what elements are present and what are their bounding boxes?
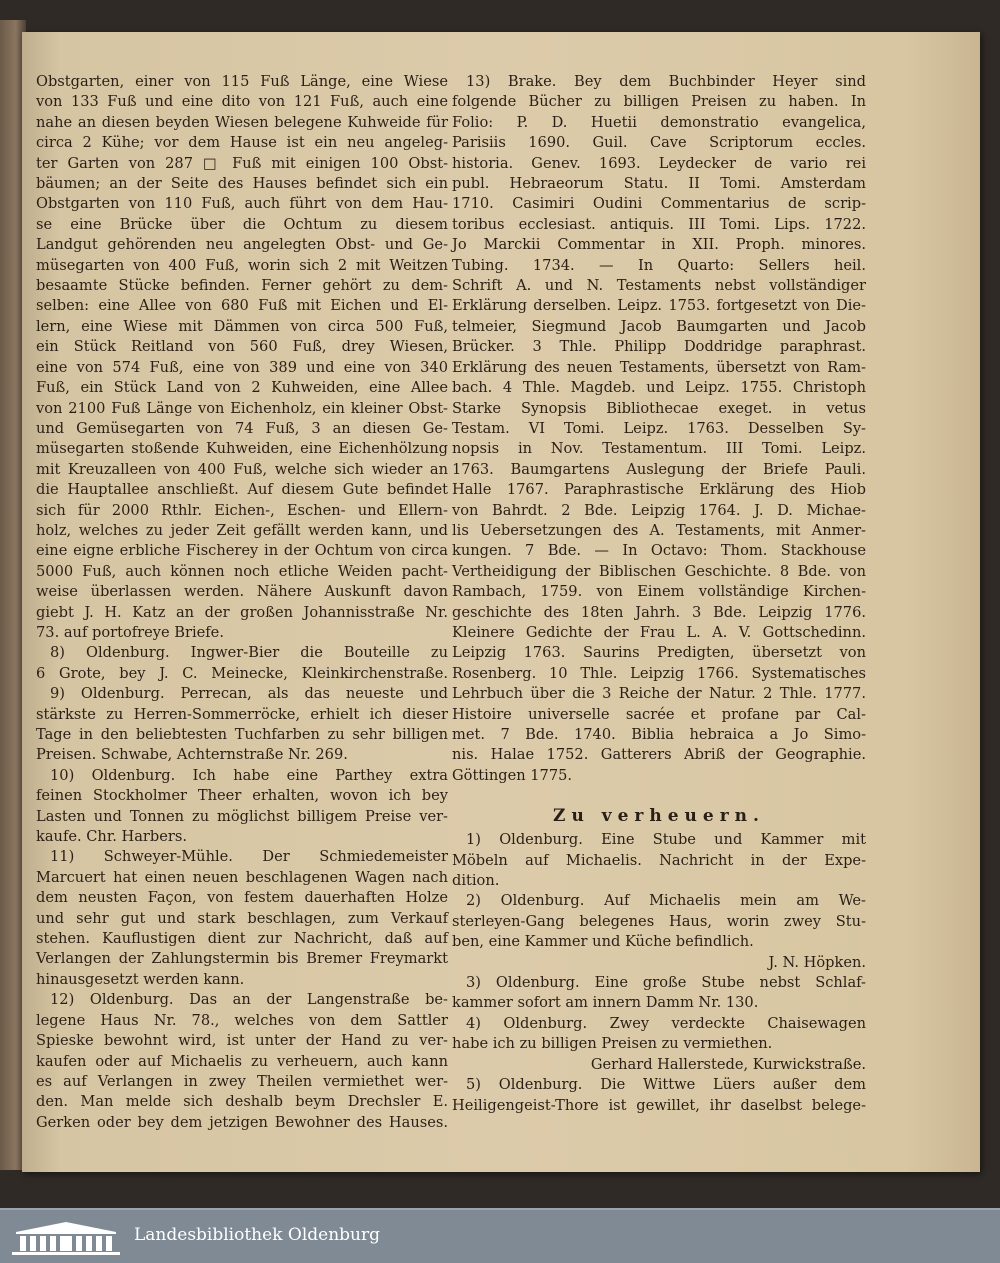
text-line: 6 Grote, bey J. C. Meinecke, Kleinkirchenstraße. [36, 664, 448, 682]
text-line: Vertheidigung der Biblischen Geschichte. 8 Bde. von [452, 562, 866, 580]
text-line: Tubing. 1734. — In Quarto: Sellers heil. [452, 256, 866, 274]
right-column [452, 72, 866, 1116]
text-line: sterleyen-Gang belegenes Haus, worin zwey Stu- [452, 912, 866, 930]
text-line: hinausgesetzt werden kann. [36, 970, 245, 988]
text-line: nis. Halae 1752. Gatterers Abriß der Geographie. [452, 746, 866, 764]
text-line: Halle 1767. Paraphrastische Erklärung des Hiob [452, 481, 866, 499]
text-line: 10) Oldenburg. Ich habe eine Parthey extra [50, 766, 448, 784]
text-line: lis Uebersetzungen des A. Testaments, mit Anmer- [452, 521, 866, 539]
text-line: 2) Oldenburg. Auf Michaelis mein am We- [466, 892, 866, 910]
text-line: und sehr gut und stark beschlagen, zum Verkauf [36, 909, 448, 927]
text-line: legene Haus Nr. 78., welches von dem Sattler [36, 1011, 448, 1029]
text-line: kaufe. Chr. Harbers. [36, 828, 187, 846]
text-line: und Gemüsegarten von 74 Fuß, 3 an diesen Ge- [36, 419, 448, 437]
text-line: von Bahrdt. 2 Bde. Leipzig 1764. J. D. Michae- [452, 501, 866, 519]
library-name-label: Landesbibliothek Oldenburg [134, 1225, 381, 1245]
text-line: Obstgarten von 110 Fuß, auch führt von dem Hau- [36, 195, 448, 213]
text-line: giebt J. H. Katz an der großen Johannisstraße Nr. [36, 603, 448, 621]
text-line: circa 2 Kühe; vor dem Hause ist ein neu angeleg- [36, 134, 448, 152]
text-line: 3) Oldenburg. Eine große Stube nebst Schlaf- [466, 974, 866, 992]
text-line: Gerhard Hallerstede, Kurwickstraße. [590, 1055, 866, 1073]
text-line: telmeier, Siegmund Jacob Baumgarten und Jacob [452, 317, 866, 335]
text-line: kammer sofort am innern Damm Nr. 130. [452, 994, 759, 1012]
text-line: Erklärung des neuen Testaments, übersetzt von Ram- [452, 358, 866, 376]
text-line: selben: eine Allee von 680 Fuß mit Eichen und El- [36, 297, 448, 315]
text-line: Histoire universelle sacrée et profane par Cal- [452, 705, 866, 723]
text-line: Erklärung derselben. Leipz. 1753. fortgesetzt von Die- [452, 297, 866, 315]
text-line: müsegarten stoßende Kuhweiden, eine Eichenhölzung [36, 440, 448, 458]
text-line: stehen. Kauflustigen dient zur Nachricht, daß auf [36, 930, 448, 948]
text-line: Rosenberg. 10 Thle. Leipzig 1766. Systematisches [452, 664, 866, 682]
text-line: 5000 Fuß, auch können noch etliche Weiden pacht- [36, 562, 448, 580]
text-line: feinen Stockholmer Theer erhalten, wovon ich bey [36, 787, 448, 805]
text-line: Kleinere Gedichte der Frau L. A. V. Gottschedinn. [452, 623, 866, 641]
text-line: weise überlassen werden. Nähere Auskunft davon [36, 583, 448, 601]
text-line: Obstgarten, einer von 115 Fuß Länge, eine Wiese [36, 73, 448, 90]
text-line: 5) Oldenburg. Die Wittwe Lüers außer dem [466, 1076, 866, 1094]
text-line: den. Man melde sich deshalb beym Drechsler E. [36, 1093, 448, 1111]
text-line: Möbeln auf Michaelis. Nachricht in der Expe- [452, 851, 866, 869]
text-line: Testam. VI Tomi. Leipz. 1763. Desselben Sy- [452, 419, 866, 437]
text-line: 8) Oldenburg. Ingwer-Bier die Bouteille zu [50, 644, 448, 662]
text-line: 1) Oldenburg. Eine Stube und Kammer mit [466, 831, 866, 849]
text-line: Tage in den beliebtesten Tuchfarben zu sehr billigen [36, 726, 448, 743]
text-line: es auf Verlangen in zwey Theilen vermiethet wer- [36, 1072, 448, 1090]
text-line: Schrift A. und N. Testaments nebst vollständiger [452, 277, 866, 295]
text-line: 12) Oldenburg. Das an der Langenstraße be- [50, 991, 448, 1009]
text-line: 4) Oldenburg. Zwey verdeckte Chaisewagen [466, 1014, 866, 1032]
text-line: ein Stück Reitland von 560 Fuß, drey Wiesen, [36, 338, 448, 356]
text-line: geschichte des 18ten Jahrh. 3 Bde. Leipzig 1776. [452, 603, 866, 621]
text-line: Jo Marckii Commentar in XII. Proph. minores. [452, 236, 866, 254]
text-line: lern, eine Wiese mit Dämmen von circa 500 Fuß, [36, 317, 448, 335]
text-line: 1763. Baumgartens Auslegung der Briefe Pauli. [452, 460, 866, 478]
text-line: ter Garten von 287 □ Fuß mit einigen 100 Obst- [36, 154, 448, 172]
section-heading: Zu verheuern. [553, 806, 765, 827]
text-line: von 2100 Fuß Länge von Eichenholz, ein kleiner Obst- [36, 399, 448, 417]
text-line: 13) Brake. Bey dem Buchbinder Heyer sind [466, 73, 866, 90]
text-line: toribus ecclesiast. antiquis. III Tomi. Lips. 1722. [452, 215, 866, 233]
text-line: Leipzig 1763. Saurins Predigten, übersetzt von [452, 644, 866, 662]
text-line: die Hauptallee anschließt. Auf diesem Gute befindet [36, 481, 448, 499]
text-line: dem neusten Façon, von festem dauerhaften Holze [36, 889, 448, 907]
text-line: von 133 Fuß und eine dito von 121 Fuß, auch eine [36, 93, 448, 111]
text-line: Starke Synopsis Bibliothecae exeget. in vetus [452, 399, 866, 417]
text-line: Fuß, ein Stück Land von 2 Kuhweiden, eine Allee [36, 379, 448, 397]
text-line: ben, eine Kammer und Küche befindlich. [452, 933, 754, 951]
text-line: bach. 4 Thle. Magdeb. und Leipz. 1755. Christoph [452, 379, 866, 397]
text-line: bäumen; an der Seite des Hauses befindet sich ein [36, 175, 448, 193]
text-line: eine eigne erbliche Fischerey in der Ochtum von circa [36, 542, 448, 560]
text-line: nahe an diesen beyden Wiesen belegene Kuhweide für [36, 113, 448, 131]
text-line: besaamte Stücke befinden. Ferner gehört zu dem- [36, 277, 448, 295]
text-line: 11) Schweyer-Mühle. Der Schmiedemeister [50, 848, 448, 866]
text-line: Parisiis 1690. Guil. Cave Scriptorum eccles. [452, 134, 866, 152]
text-line: Göttingen 1775. [452, 766, 573, 784]
text-line: historia. Genev. 1693. Leydecker de vario rei [452, 154, 866, 172]
text-line: müsegarten von 400 Fuß, worin sich 2 mit Weitzen [36, 256, 448, 274]
newspaper-page [22, 32, 980, 1172]
text-line: habe ich zu billigen Preisen zu vermiethen. [452, 1035, 773, 1053]
text-line: 9) Oldenburg. Perrecan, als das neueste und [50, 685, 448, 703]
text-line: Verlangen der Zahlungstermin bis Bremer Freymarkt [36, 950, 448, 968]
text-line: Landgut gehörenden neu angelegten Obst- und Ge- [36, 236, 448, 254]
text-line: nopsis in Nov. Testamentum. III Tomi. Leipz. [452, 440, 866, 458]
text-line: Lehrbuch über die 3 Reiche der Natur. 2 Thle. 1777. [452, 685, 866, 703]
text-line: J. N. Höpken. [768, 953, 866, 971]
text-line: Folio: P. D. Huetii demonstratio evangelica, [452, 113, 866, 131]
library-building-logo-icon [10, 1218, 122, 1256]
text-line: kaufen oder auf Michaelis zu verheuern, auch kann [36, 1052, 448, 1070]
text-line: met. 7 Bde. 1740. Biblia hebraica a Jo Simo- [452, 726, 866, 743]
text-line: 1710. Casimiri Oudini Commentarius de scrip- [452, 195, 866, 213]
text-line: se eine Brücke über die Ochtum zu diesem [36, 215, 448, 233]
text-line: eine von 574 Fuß, eine von 389 und eine von 340 [36, 358, 448, 376]
text-line: Spieske bewohnt wird, ist unter der Hand zu ver- [36, 1032, 448, 1050]
text-line: Marcuert hat einen neuen beschlagenen Wagen nach [36, 868, 448, 886]
text-line: folgende Bücher zu billigen Preisen zu haben. In [452, 93, 866, 111]
text-line: stärkste zu Herren-Sommerröcke, erhielt ich dieser [36, 705, 448, 723]
text-line: kungen. 7 Bde. — In Octavo: Thom. Stackhouse [452, 542, 866, 560]
text-line: Gerken oder bey dem jetzigen Bewohner des Hauses. [36, 1113, 448, 1131]
text-line: publ. Hebraeorum Statu. II Tomi. Amsterdam [452, 175, 866, 193]
text-line: Rambach, 1759. von Einem vollständige Kirchen- [452, 583, 866, 601]
text-line: Preisen. Schwabe, Achternstraße Nr. 269. [36, 746, 348, 764]
text-line: sich für 2000 Rthlr. Eichen-, Eschen- und Ellern- [36, 501, 448, 519]
text-line: Lasten und Tonnen zu möglichst billigem Preise ver- [36, 807, 448, 825]
text-line: holz, welches zu jeder Zeit gefällt werden kann, und [36, 521, 448, 539]
text-line: dition. [452, 872, 500, 890]
text-line: Brücker. 3 Thle. Philipp Doddridge paraphrast. [452, 338, 866, 356]
left-column [36, 72, 448, 1133]
text-line: Heiligengeist-Thore ist gewillet, ihr daselbst belege- [452, 1096, 866, 1114]
text-line: 73. auf portofreye Briefe. [36, 623, 224, 641]
library-footer-bar [0, 1208, 1000, 1263]
text-line: mit Kreuzalleen von 400 Fuß, welche sich wieder an [36, 460, 448, 478]
